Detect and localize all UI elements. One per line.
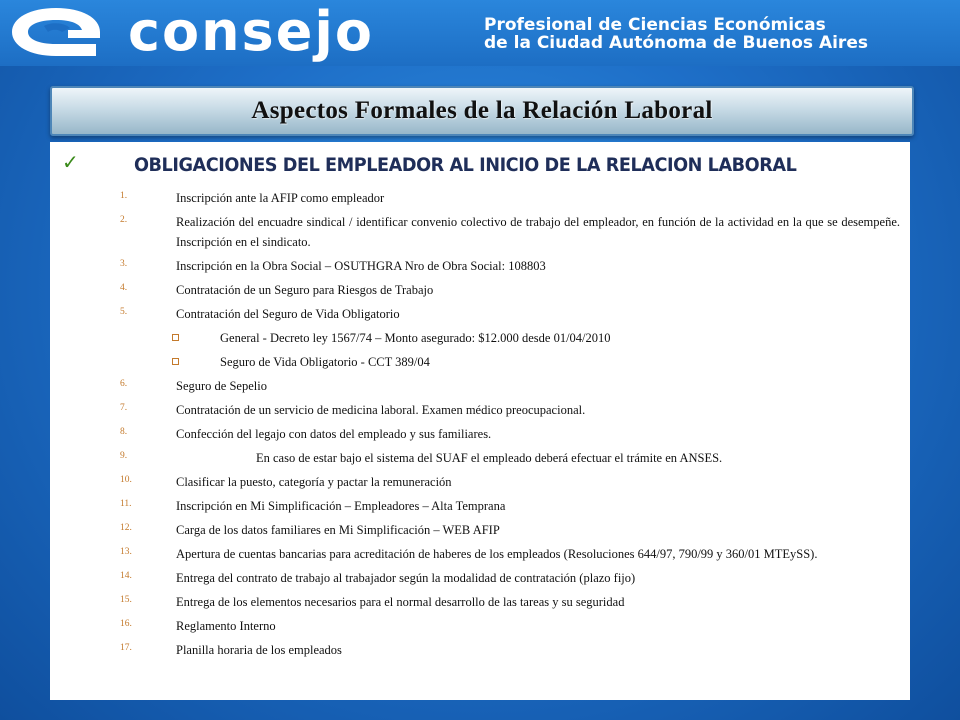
- item-number: 4.: [120, 283, 128, 293]
- item-number: 8.: [120, 427, 128, 437]
- item-number: 15.: [120, 595, 132, 605]
- item-number: 1.: [120, 191, 128, 201]
- item-number: 5.: [120, 307, 128, 317]
- item-text: Clasificar la puesto, categoría y pactar la remuneración: [176, 475, 452, 489]
- item-number: 2.: [120, 215, 128, 225]
- item-text: Reglamento Interno: [176, 619, 276, 633]
- item-text: Contratación de un servicio de medicina laboral. Examen médico preocupacional.: [176, 403, 586, 417]
- item-text: Confección del legajo con datos del empleado y sus familiares.: [176, 427, 492, 441]
- item-text: Realización del encuadre sindical / identificar convenio colectivo de trabajo del empleador, en función de la actividad en la que se desempeñe. Inscripción en el sindicato.: [176, 215, 900, 249]
- square-bullet-icon: [172, 334, 179, 341]
- item-number: 17.: [120, 643, 132, 653]
- item-text: Inscripción en Mi Simplificación – Empleadores – Alta Temprana: [176, 499, 506, 513]
- item-text: Planilla horaria de los empleados: [176, 643, 342, 657]
- brand-name: consejo: [128, 0, 374, 63]
- sub-item-text: Seguro de Vida Obligatorio - CCT 389/04: [220, 355, 430, 369]
- tagline-line-1: Profesional de Ciencias Económicas: [484, 15, 826, 35]
- item-number: 14.: [120, 571, 132, 581]
- item-text: Contratación del Seguro de Vida Obligatorio: [176, 307, 400, 321]
- item-text: Carga de los datos familiares en Mi Simplificación – WEB AFIP: [176, 523, 500, 537]
- item-number: 10.: [120, 475, 132, 485]
- item-number: 7.: [120, 403, 128, 413]
- item-text: Entrega del contrato de trabajo al trabajador según la modalidad de contratación (plazo fijo): [176, 571, 636, 585]
- content-panel: [50, 142, 910, 700]
- item-number: 3.: [120, 259, 128, 269]
- item-number: 9.: [120, 451, 128, 461]
- item-number: 6.: [120, 379, 128, 389]
- brand-tagline: [484, 16, 868, 52]
- item-text: Inscripción en la Obra Social – OSUTHGRA Nro de Obra Social: 108803: [176, 259, 546, 273]
- item-text: Apertura de cuentas bancarias para acreditación de haberes de los empleados (Resoluciones 644/97, 790/99 y 360/01 MTEySS).: [176, 547, 818, 561]
- header-banner: [0, 0, 960, 66]
- item-number: 13.: [120, 547, 132, 557]
- item-number: 11.: [120, 499, 132, 509]
- slide-title-bar: [50, 86, 914, 136]
- sub-item-text: General - Decreto ley 1567/74 – Monto asegurado: $12.000 desde 01/04/2010: [220, 331, 611, 345]
- item-text: En caso de estar bajo el sistema del SUAF el empleado deberá efectuar el trámite en ANSES.: [256, 451, 723, 465]
- item-text: Contratación de un Seguro para Riesgos de Trabajo: [176, 283, 434, 297]
- item-text: Inscripción ante la AFIP como empleador: [176, 191, 385, 205]
- slide-title: Aspectos Formales de la Relación Laboral: [251, 97, 713, 124]
- item-number: 12.: [120, 523, 132, 533]
- square-bullet-icon: [172, 358, 179, 365]
- consejo-logo-icon: [8, 4, 104, 60]
- item-text: Seguro de Sepelio: [176, 379, 267, 393]
- tagline-line-2: de la Ciudad Autónoma de Buenos Aires: [484, 33, 868, 53]
- item-number: 16.: [120, 619, 132, 629]
- item-text: Entrega de los elementos necesarios para el normal desarrollo de las tareas y su seguridad: [176, 595, 625, 609]
- section-heading: OBLIGACIONES DEL EMPLEADOR AL INICIO DE LA RELACION LABORAL: [134, 154, 797, 176]
- checkmark-icon: ✓: [62, 150, 79, 174]
